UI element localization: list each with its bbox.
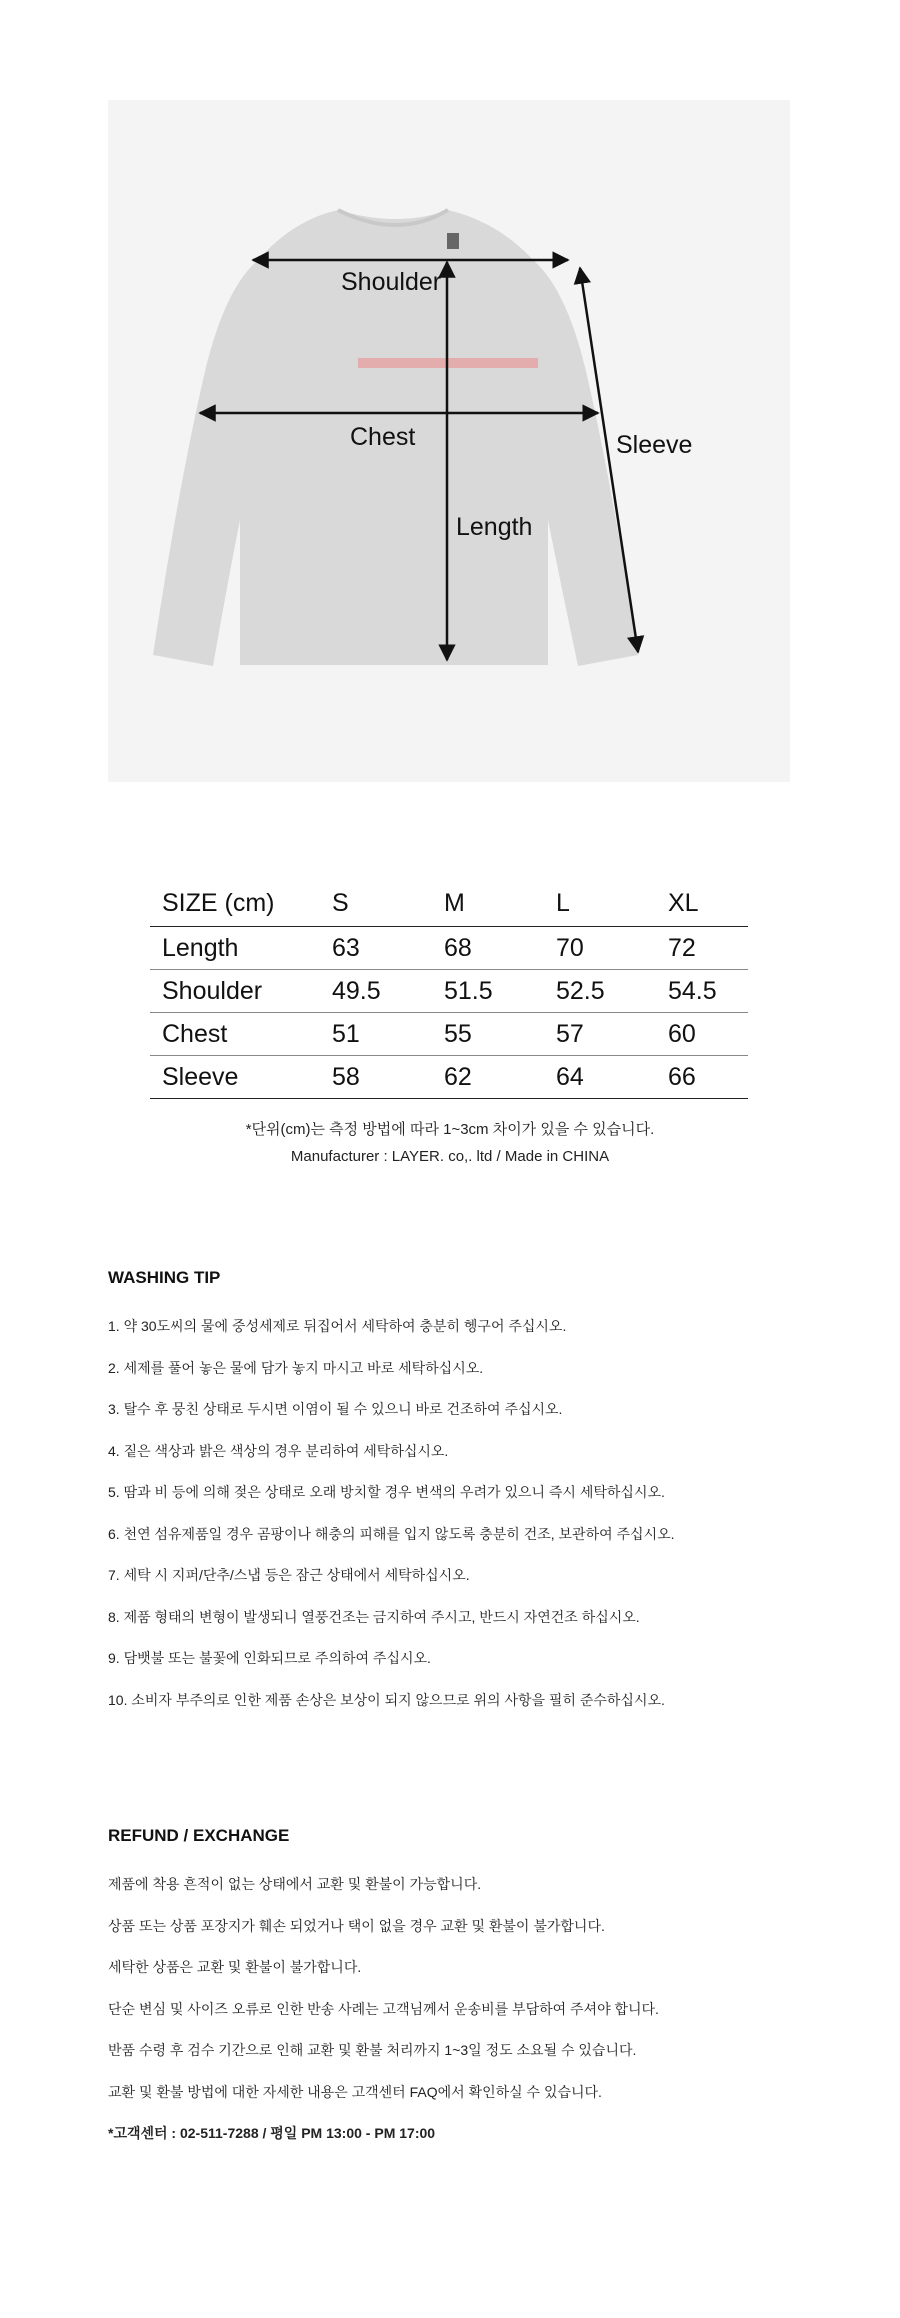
- list-item: 7. 세탁 시 지퍼/단추/스냅 등은 잠근 상태에서 세탁하십시오.: [108, 1567, 470, 1583]
- size-row-length: [150, 927, 748, 970]
- length-label: Length: [456, 513, 533, 541]
- cell-value: 57: [544, 1013, 656, 1056]
- cell-value: 52.5: [544, 970, 656, 1013]
- shoulder-label: Shoulder: [341, 268, 442, 296]
- list-item: 상품 또는 상품 포장지가 훼손 되었거나 택이 없을 경우 교환 및 환불이 불가합니다.: [108, 1917, 605, 1934]
- list-item: 3. 탈수 후 뭉친 상태로 두시면 이염이 될 수 있으니 바로 건조하여 주십시오.: [108, 1401, 563, 1417]
- list-item: 4. 짙은 색상과 밝은 색상의 경우 분리하여 세탁하십시오.: [108, 1442, 449, 1459]
- size-header-s: S: [320, 880, 432, 927]
- cell-value: 51.5: [432, 970, 544, 1013]
- list-item: 단순 변심 및 사이즈 오류로 인한 반송 사례는 고객님께서 운송비를 부담하여 주셔야 합니다.: [108, 2000, 659, 2017]
- cell-value: 55: [432, 1013, 544, 1056]
- customer-center-contact: *고객센터 : 02-511-7288 / 평일 PM 13:00 - PM 17:00: [108, 2125, 436, 2141]
- cell-value: 60: [656, 1013, 748, 1056]
- list-item: 2. 세제를 풀어 놓은 물에 담가 놓지 마시고 바로 세탁하십시오.: [108, 1359, 484, 1376]
- chest-label: Chest: [350, 423, 416, 451]
- manufacturer-info: Manufacturer : LAYER. co,. ltd / Made in CHINA: [290, 1148, 610, 1165]
- cell-value: 51: [320, 1013, 432, 1056]
- row-label: Shoulder: [150, 970, 320, 1013]
- washing-tip-list: [108, 1316, 675, 1731]
- list-item: 1. 약 30도씨의 물에 중성세제로 뒤집어서 세탁하여 충분히 헹구어 주십시오.: [108, 1318, 567, 1334]
- row-label: Sleeve: [150, 1056, 320, 1099]
- list-item: 5. 땀과 비 등에 의해 젖은 상태로 오래 방치할 경우 변색의 우려가 있으니 즉시 세탁하십시오.: [108, 1484, 665, 1500]
- cell-value: 54.5: [656, 970, 748, 1013]
- list-item: 9. 담뱃불 또는 불꽃에 인화되므로 주의하여 주십시오.: [108, 1650, 431, 1666]
- washing-tip-title: WASHING TIP: [108, 1268, 221, 1287]
- list-item: 교환 및 환불 방법에 대한 자세한 내용은 고객센터 FAQ에서 확인하실 수 있습니다.: [108, 2083, 602, 2100]
- cell-value: 63: [320, 927, 432, 970]
- list-item: 세탁한 상품은 교환 및 환불이 불가합니다.: [108, 1959, 362, 1975]
- size-header-xl: XL: [656, 880, 748, 927]
- list-item: 제품에 착용 흔적이 없는 상태에서 교환 및 환불이 가능합니다.: [108, 1876, 482, 1892]
- size-row-shoulder: [150, 970, 748, 1013]
- size-header-l: L: [544, 880, 656, 927]
- garment-measurement-diagram: [108, 100, 790, 782]
- size-row-sleeve: [150, 1056, 748, 1099]
- cell-value: 66: [656, 1056, 748, 1099]
- sweatshirt-illustration: [108, 100, 790, 782]
- sleeve-label: Sleeve: [616, 431, 693, 459]
- cell-value: 58: [320, 1056, 432, 1099]
- list-item: 10. 소비자 부주의로 인한 제품 손상은 보상이 되지 않으므로 위의 사항을 필히 준수하십시오.: [108, 1691, 665, 1708]
- cell-value: 62: [432, 1056, 544, 1099]
- list-item: 반품 수령 후 검수 기간으로 인해 교환 및 환불 처리까지 1~3일 정도 소요될 수 있습니다.: [108, 2042, 637, 2058]
- cell-value: 49.5: [320, 970, 432, 1013]
- list-item: 8. 제품 형태의 변형이 발생되니 열풍건조는 금지하여 주시고, 반드시 자연건조 하십시오.: [108, 1608, 640, 1625]
- measurement-note: *단위(cm)는 측정 방법에 따라 1~3cm 차이가 있을 수 있습니다.: [245, 1121, 655, 1138]
- size-header-row: [150, 880, 748, 927]
- size-header-m: M: [432, 880, 544, 927]
- list-item: 6. 천연 섬유제품일 경우 곰팡이나 해충의 피해를 입지 않도록 충분히 건조, 보관하여 주십시오.: [108, 1525, 675, 1542]
- row-label: Chest: [150, 1013, 320, 1056]
- cell-value: 68: [432, 927, 544, 970]
- brand-tag: [447, 233, 459, 249]
- size-row-chest: [150, 1013, 748, 1056]
- refund-exchange-list: [108, 1874, 659, 2165]
- cell-value: 64: [544, 1056, 656, 1099]
- cell-value: 70: [544, 927, 656, 970]
- cell-value: 72: [656, 927, 748, 970]
- refund-exchange-title: REFUND / EXCHANGE: [108, 1826, 290, 1845]
- size-header-label: SIZE (cm): [150, 880, 320, 927]
- size-chart-table: [150, 880, 748, 1099]
- row-label: Length: [150, 927, 320, 970]
